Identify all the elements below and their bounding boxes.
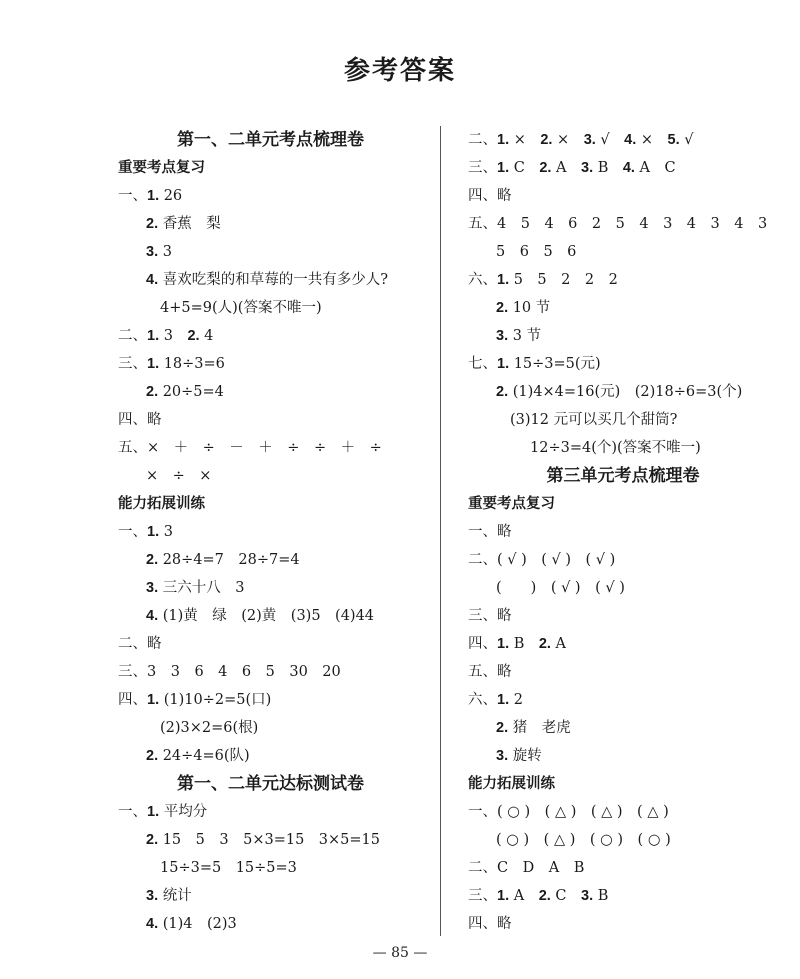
answer-line: 3. 三六十八 3: [146, 580, 245, 596]
answer-line: × ÷ ×: [146, 468, 212, 484]
subsection-heading: 能力拓展训练: [468, 776, 555, 792]
answer-line: 六、1. 2: [468, 692, 523, 708]
answer-line: 二、1. × 2. × 3. √ 4. × 5. √: [468, 132, 694, 148]
answer-line: 二、1. 3 2. 4: [118, 328, 214, 344]
answer-line: 12÷3=4(个)(答案不唯一): [530, 440, 701, 456]
column-divider: [440, 126, 441, 936]
answer-line: 四、略: [118, 412, 162, 428]
answer-line: 一、略: [468, 524, 512, 540]
answer-line: 三、1. 18÷3=6: [118, 356, 225, 372]
section-heading: 第一、二单元达标测试卷: [177, 774, 364, 794]
page-title: 参考答案: [343, 56, 456, 86]
page-number: — 85 —: [372, 945, 428, 961]
answer-line: 2. 香蕉 梨: [146, 216, 221, 232]
answer-line: 四、1. B 2. A: [468, 636, 567, 652]
answer-line: 一、1. 3: [118, 524, 173, 540]
answer-line: 五、略: [468, 664, 512, 680]
answer-line: 2. 20÷5=4: [146, 384, 224, 400]
answer-line: 三、3 3 6 4 6 5 30 20: [118, 664, 341, 680]
answer-line: (3)12 元可以买几个甜筒?: [510, 412, 678, 428]
answer-line: 4. 喜欢吃梨的和草莓的一共有多少人?: [146, 272, 388, 288]
answer-line: 三、1. A 2. C 3. B: [468, 888, 609, 904]
answer-line: 4. (1)4 (2)3: [146, 916, 237, 932]
answer-line: 二、C D A B: [468, 860, 585, 876]
answer-line: 六、1. 5 5 2 2 2: [468, 272, 618, 288]
right-column: [468, 126, 778, 938]
answer-line: (2)3×2=6(根): [160, 720, 259, 736]
answer-line: 三、1. C 2. A 3. B 4. A C: [468, 160, 676, 176]
answer-line: 3. 统计: [146, 888, 192, 904]
answer-line: 四、略: [468, 916, 512, 932]
answer-line: 四、1. (1)10÷2=5(口): [118, 692, 272, 708]
answer-line: 2. 猪 老虎: [496, 720, 571, 736]
answer-line: 一、( ○ ) ( △ ) ( △ ) ( △ ): [468, 804, 669, 820]
answer-line: 2. 10 节: [496, 300, 551, 316]
answer-line: 2. 15 5 3 5×3=15 3×5=15: [146, 832, 381, 848]
answer-line: ( ) ( √ ) ( √ ): [496, 580, 625, 596]
subsection-heading: 重要考点复习: [468, 496, 555, 512]
answer-line: 一、1. 平均分: [118, 804, 208, 820]
subsection-heading: 能力拓展训练: [118, 496, 205, 512]
answer-line: 3. 旋转: [496, 748, 542, 764]
answer-line: 五、4 5 4 6 2 5 4 3 4 3 4 3: [468, 216, 768, 232]
section-heading: 第三单元考点梳理卷: [546, 466, 700, 486]
answer-line: 2. 28÷4=7 28÷7=4: [146, 552, 300, 568]
answer-line: 三、略: [468, 608, 512, 624]
answer-line: 15÷3=5 15÷5=3: [160, 860, 297, 876]
answer-line: 七、1. 15÷3=5(元): [468, 356, 601, 372]
section-heading: 第一、二单元考点梳理卷: [177, 130, 364, 150]
answer-line: 一、1. 26: [118, 188, 183, 204]
answer-line: 五、× ＋ ÷ － ＋ ÷ ÷ ＋ ÷: [118, 440, 382, 456]
left-column: [118, 126, 423, 938]
answer-line: 3. 3: [146, 244, 172, 260]
subsection-heading: 重要考点复习: [118, 160, 205, 176]
answer-line: ( ○ ) ( △ ) ( ○ ) ( ○ ): [496, 832, 671, 848]
answer-line: 2. 24÷4=6(队): [146, 748, 250, 764]
answer-line: 4. (1)黄 绿 (2)黄 (3)5 (4)44: [146, 608, 375, 624]
answer-line: 2. (1)4×4=16(元) (2)18÷6=3(个): [496, 384, 743, 400]
answer-line: 5 6 5 6: [496, 244, 577, 260]
answer-line: 二、( √ ) ( √ ) ( √ ): [468, 552, 616, 568]
answer-line: 3. 3 节: [496, 328, 542, 344]
answer-line: 4+5=9(人)(答案不唯一): [160, 300, 322, 316]
answer-line: 二、略: [118, 636, 162, 652]
answer-line: 四、略: [468, 188, 512, 204]
